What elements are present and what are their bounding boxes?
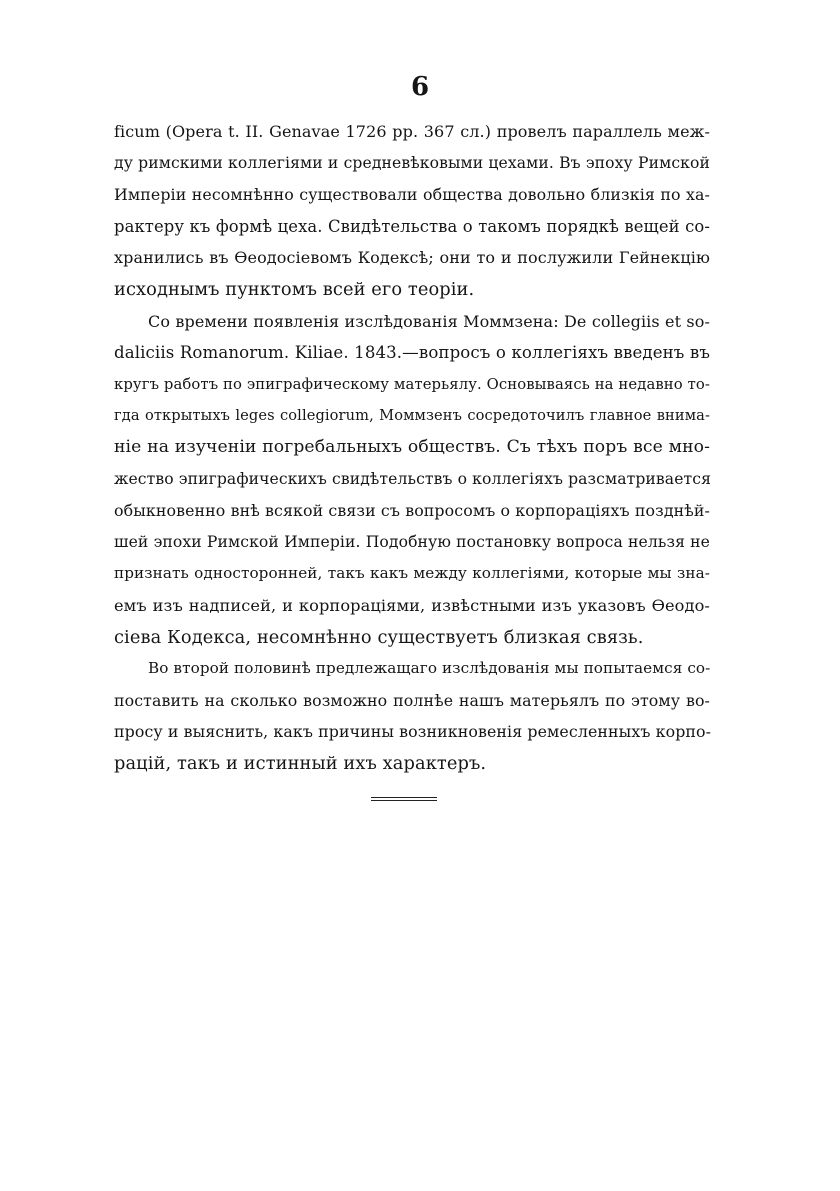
text-line: ніе на изученіи погребальныхъ обществъ. Съ тѣхъ поръ все мно- <box>114 436 710 457</box>
text-line: сіева Кодекса, несомнѣнно существуетъ близкая связь. <box>114 626 644 648</box>
text-line: рактеру къ формѣ цеха. Свидѣтельства о такомъ порядкѣ вещей со- <box>114 216 710 236</box>
text-line: гда открытыхъ leges collegiorum, Моммзенъ сосредоточилъ главное внима- <box>114 407 710 425</box>
paragraph-1 <box>114 116 710 306</box>
text-line: Во второй половинѣ предлежащаго изслѣдованія мы попытаемся со- <box>148 659 711 678</box>
paragraph-3 <box>114 653 710 779</box>
text-line: кругъ работъ по эпиграфическому матерьялу. Основываясь на недавно то- <box>114 375 710 393</box>
text-line: Имперіи несомнѣнно существовали общества довольно близкія по ха- <box>114 185 710 205</box>
section-end-rule <box>371 797 437 801</box>
text-line: обыкновенно внѣ всякой связи съ вопросомъ о корпораціяхъ позднѣй- <box>114 501 710 521</box>
body-text <box>114 116 710 779</box>
text-line: ду римскими коллегіями и средневѣковыми цехами. Въ эпоху Римской <box>114 153 710 172</box>
text-line: поставить на сколько возможно полнѣе нашъ матерьялъ по этому во- <box>114 690 710 710</box>
text-line: Со времени появленія изслѣдованія Моммзена: De collegiis et so- <box>148 311 710 331</box>
page-number: 6 <box>410 72 430 102</box>
text-line: ficum (Opera t. II. Genavae 1726 pp. 367 сл.) провелъ параллель меж- <box>114 122 710 141</box>
text-line: шей эпохи Римской Имперіи. Подобную постановку вопроса нельзя не <box>114 532 710 551</box>
paragraph-2 <box>114 306 710 654</box>
text-line: хранились въ Ѳеодосіевомъ Кодексѣ; они то и послужили Гейнекцію <box>114 248 710 268</box>
text-line: рацій, такъ и истинный ихъ характеръ. <box>114 752 487 774</box>
text-line: емъ изъ надписей, и корпораціями, извѣстными изъ указовъ Ѳеодо- <box>114 595 710 615</box>
text-line: просу и выяснить, какъ причины возникновенія ремесленныхъ корпо- <box>114 722 712 742</box>
text-line: жество эпиграфическихъ свидѣтельствъ о коллегіяхъ разсматривается <box>114 469 712 488</box>
text-line: daliciis Romanorum. Kiliae. 1843.—вопросъ о коллегіяхъ введенъ въ <box>114 343 710 363</box>
text-line: исходнымъ пунктомъ всей его теоріи. <box>114 278 475 300</box>
text-line: признать односторонней, такъ какъ между коллегіями, которые мы зна- <box>114 564 710 583</box>
